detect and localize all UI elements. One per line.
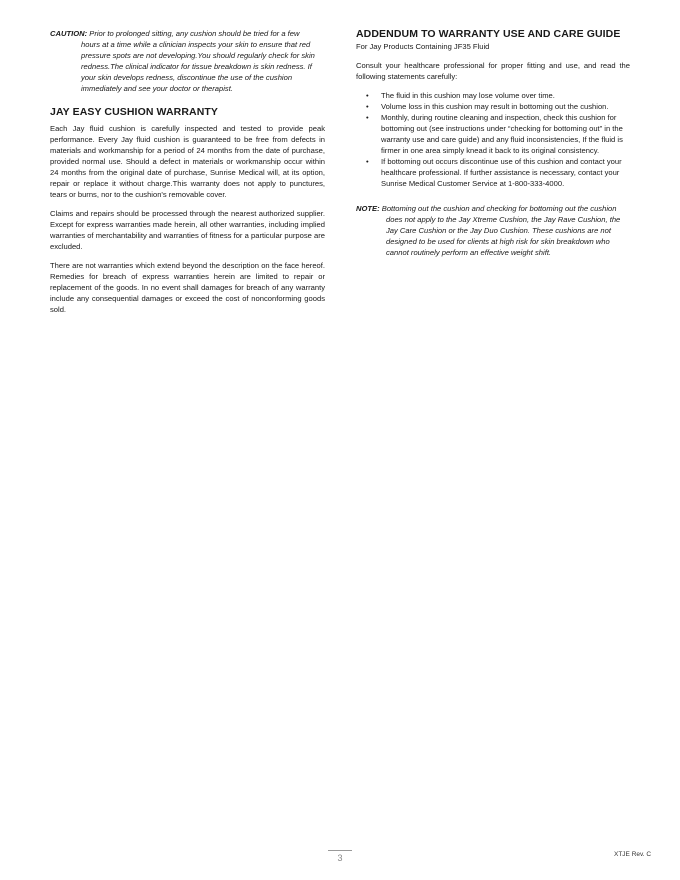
addendum-bullet-list [356,90,630,189]
addendum-intro: Consult your healthcare professional for proper fitting and use, and read the following statements carefully: [356,61,630,81]
bullet-item [366,156,630,189]
claims-paragraph: Claims and repairs should be processed through the nearest authorized supplier. Except for express warranties made herein, all other warranties, including implied warranties of merchantability and warranties of fitness for a particular purpose are excluded. [50,209,325,251]
right-column [356,28,630,258]
addendum-heading: ADDENDUM TO WARRANTY USE AND CARE GUIDE [356,28,621,40]
caution-first-line: Prior to prolonged sitting, any cushion should be tried for a few [89,29,300,38]
bullet-item [366,112,630,156]
warranty-heading: JAY EASY CUSHION WARRANTY [50,106,219,118]
document-code: XTJE Rev. C [614,851,652,858]
caution-block [50,28,325,94]
note-block [356,203,630,258]
page-number: 3 [337,853,343,863]
bullet-item [366,90,630,101]
remedies-paragraph: There are not warranties which extend beyond the description on the face hereof. Remedies for breach of express warranties herein are limited to repair or replacement of the goods. In no event shall damages for breach of any warranty include any consequential damages or exceed the cost of nonconforming goods sold. [50,261,325,314]
warranty-paragraph: Each Jay fluid cushion is carefully inspected and tested to provide peak performance. Every Jay fluid cushion is guaranteed to be free from defects in materials and workmanship for a period of 24 months from the date of purchase, provided normal use. Should a defect in materials or workmanship occur within 24 months from the original date of purchase, Sunrise Medical will, at its option, repair or replace it without charge.This warranty does not apply to punctures, tears or burns, nor to the cushion's removable cover. [50,124,325,199]
addendum-subtitle: For Jay Products Containing JF35 Fluid [356,42,490,51]
bullet-dot: • [366,102,369,111]
bullet-text: Monthly, during routine cleaning and inspection, check this cushion for bottoming out (see instructions under “checking for bottoming out” in the warranty use and care guide) and any fluid inconsistencies, If the fluid is firmer in one area simply knead it back to its original consistency. [381,113,623,155]
left-column [50,28,325,323]
caution-text: hours at a time while a clinician inspects your skin to ensure that red pressure spots are not developing.You should regularly check for skin redness.The clinical indicator for tissue breakdown is skin redness. If your skin develops redness, discontinue the use of the cushion immediately and see your doctor or therapist. [81,40,315,93]
note-label: NOTE: [356,204,380,213]
bullet-dot: • [366,91,369,100]
bullet-text: The fluid in this cushion may lose volume over time. [381,91,555,100]
note-text: does not apply to the Jay Xtreme Cushion, the Jay Rave Cushion, the Jay Care Cushion or the Jay Duo Cushion. These cushions are not designed to be used for clients at high risk for skin breakdown who cannot routinely perform an effective weight shift. [386,215,621,257]
bullet-text: If bottoming out occurs discontinue use of this cushion and contact your healthcare professional. If further assistance is necessary, contact your Sunrise Medical Customer Service at 1-800-333-4000. [381,157,622,188]
footer-divider [328,850,352,851]
bullet-dot: • [366,113,369,122]
bullet-dot: • [366,157,369,166]
bullet-text: Volume loss in this cushion may result in bottoming out the cushion. [381,102,609,111]
bullet-item [366,101,630,112]
caution-label: CAUTION: [50,29,88,38]
note-first-line: Bottoming out the cushion and checking for bottoming out the cushion [381,204,617,213]
